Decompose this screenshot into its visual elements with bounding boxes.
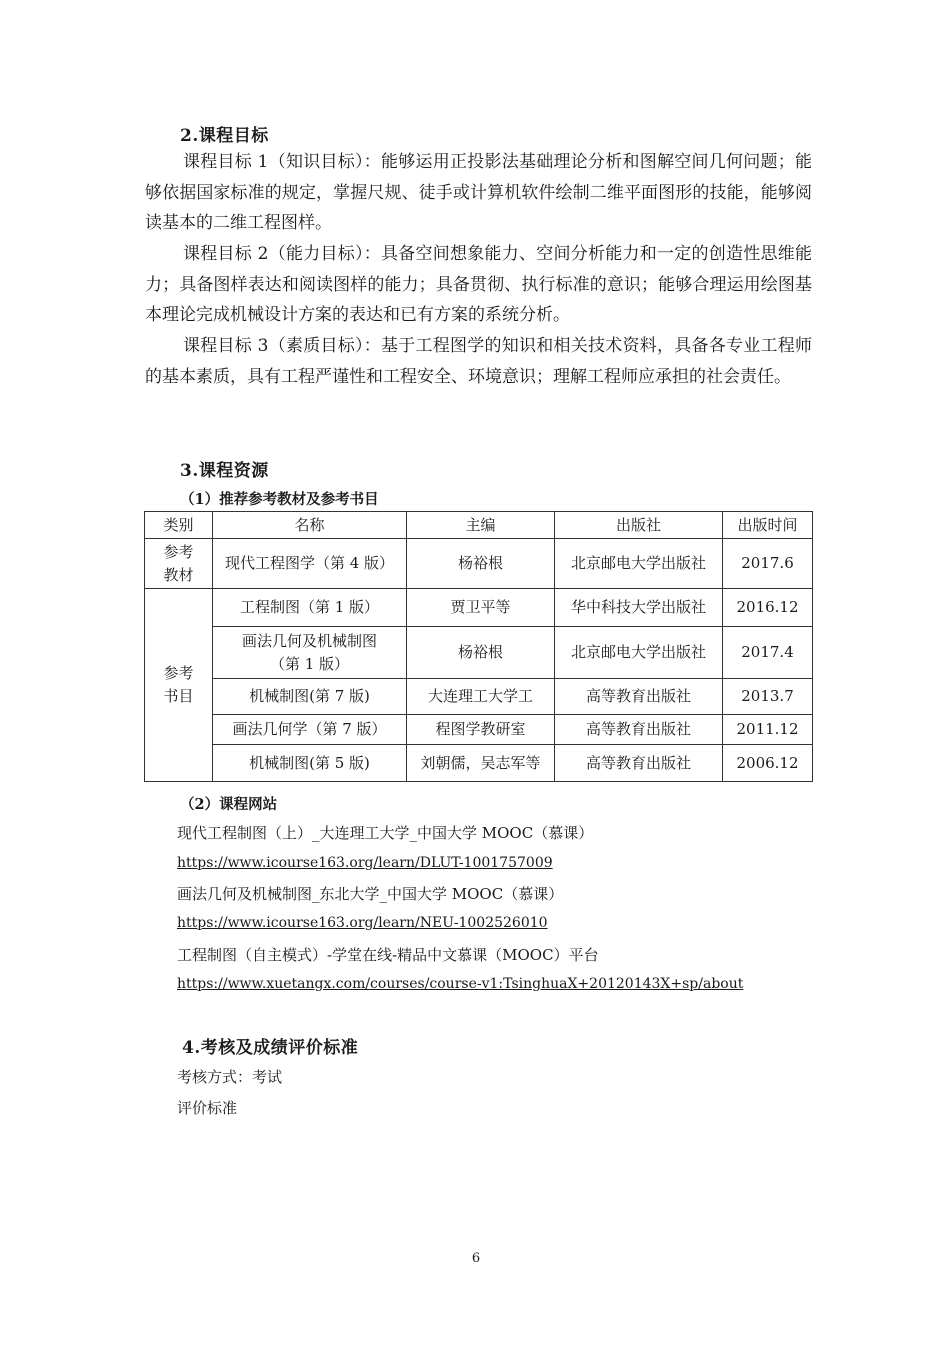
book-date: 2017.6 (723, 539, 813, 589)
website-name-2: 画法几何及机械制图_东北大学_中国大学 MOOC（慕课） (177, 885, 564, 903)
book-date: 2013.7 (723, 679, 813, 715)
book-editor: 杨裕根 (407, 627, 555, 679)
book-publisher: 高等教育出版社 (555, 679, 723, 715)
book-publisher: 华中科技大学出版社 (555, 589, 723, 627)
table-row (145, 679, 813, 715)
book-editor: 大连理工大学工 (407, 679, 555, 715)
table-row (145, 589, 813, 627)
section-4-heading: 4.考核及成绩评价标准 (182, 1038, 359, 1058)
table-header-row (145, 512, 813, 539)
website-name-3: 工程制图（自主模式）-学堂在线-精品中文慕课（MOOC）平台 (177, 946, 599, 964)
section-2-heading: 2.课程目标 (180, 126, 269, 146)
header-pub-date: 出版时间 (723, 512, 813, 539)
book-publisher: 高等教育出版社 (555, 715, 723, 745)
book-date: 2011.12 (723, 715, 813, 745)
course-goal-1: 课程目标 1（知识目标）：能够运用正投影法基础理论分析和图解空间几何问题；能够依据国家标准的规定，掌握尺规、徒手或计算机软件绘制二维平面图形的技能，能够阅读基本的二维工程图样。 (145, 152, 812, 233)
websites-subheading: （2）课程网站 (180, 796, 278, 813)
page-number: 6 (471, 1251, 481, 1266)
header-category: 类别 (145, 512, 213, 539)
book-title: 现代工程图学（第 4 版） (213, 539, 407, 589)
book-title: 画法几何学（第 7 版） (213, 715, 407, 745)
website-name-1: 现代工程制图（上）_大连理工大学_中国大学 MOOC（慕课） (177, 824, 594, 842)
book-editor: 贾卫平等 (407, 589, 555, 627)
header-publisher: 出版社 (555, 512, 723, 539)
book-title: 工程制图（第 1 版） (213, 589, 407, 627)
textbook-subheading: （1）推荐参考教材及参考书目 (180, 491, 379, 508)
table-row (145, 745, 813, 782)
book-date: 2016.12 (723, 589, 813, 627)
book-title: 画法几何及机械制图 （第 1 版） (213, 627, 407, 679)
header-editor: 主编 (407, 512, 555, 539)
book-publisher: 高等教育出版社 (555, 745, 723, 782)
assessment-method: 考核方式：考试 (177, 1068, 283, 1086)
evaluation-criteria: 评价标准 (177, 1099, 238, 1117)
website-link-1[interactable]: https://www.icourse163.org/learn/DLUT-1001757009 (177, 855, 553, 871)
category-reference-books: 参考 书目 (145, 589, 213, 782)
table-row (145, 715, 813, 745)
book-editor: 程图学教研室 (407, 715, 555, 745)
category-textbook: 参考 教材 (145, 539, 213, 589)
course-goal-3: 课程目标 3（素质目标）：基于工程图学的知识和相关技术资料，具备各专业工程师的基本素质，具有工程严谨性和工程安全、环境意识；理解工程师应承担的社会责任。 (145, 336, 812, 387)
book-editor: 杨裕根 (407, 539, 555, 589)
header-title: 名称 (213, 512, 407, 539)
course-goal-2: 课程目标 2（能力目标）：具备空间想象能力、空间分析能力和一定的创造性思维能力；具备图样表达和阅读图样的能力；具备贯彻、执行标准的意识；能够合理运用绘图基本理论完成机械设计方案的表达和已有方案的系统分析。 (145, 244, 812, 325)
book-date: 2006.12 (723, 745, 813, 782)
book-title: 机械制图(第 5 版) (213, 745, 407, 782)
book-publisher: 北京邮电大学出版社 (555, 627, 723, 679)
section-3-heading: 3.课程资源 (180, 461, 269, 481)
website-link-2[interactable]: https://www.icourse163.org/learn/NEU-1002526010 (177, 915, 548, 931)
table-row (145, 627, 813, 679)
table-row (145, 539, 813, 589)
book-publisher: 北京邮电大学出版社 (555, 539, 723, 589)
reference-books-table (144, 511, 813, 782)
book-title: 机械制图(第 7 版) (213, 679, 407, 715)
book-editor: 刘朝儒，吴志军等 (407, 745, 555, 782)
website-link-3[interactable]: https://www.xuetangx.com/courses/course-v1:TsinghuaX+20120143X+sp/about (177, 976, 744, 992)
book-date: 2017.4 (723, 627, 813, 679)
